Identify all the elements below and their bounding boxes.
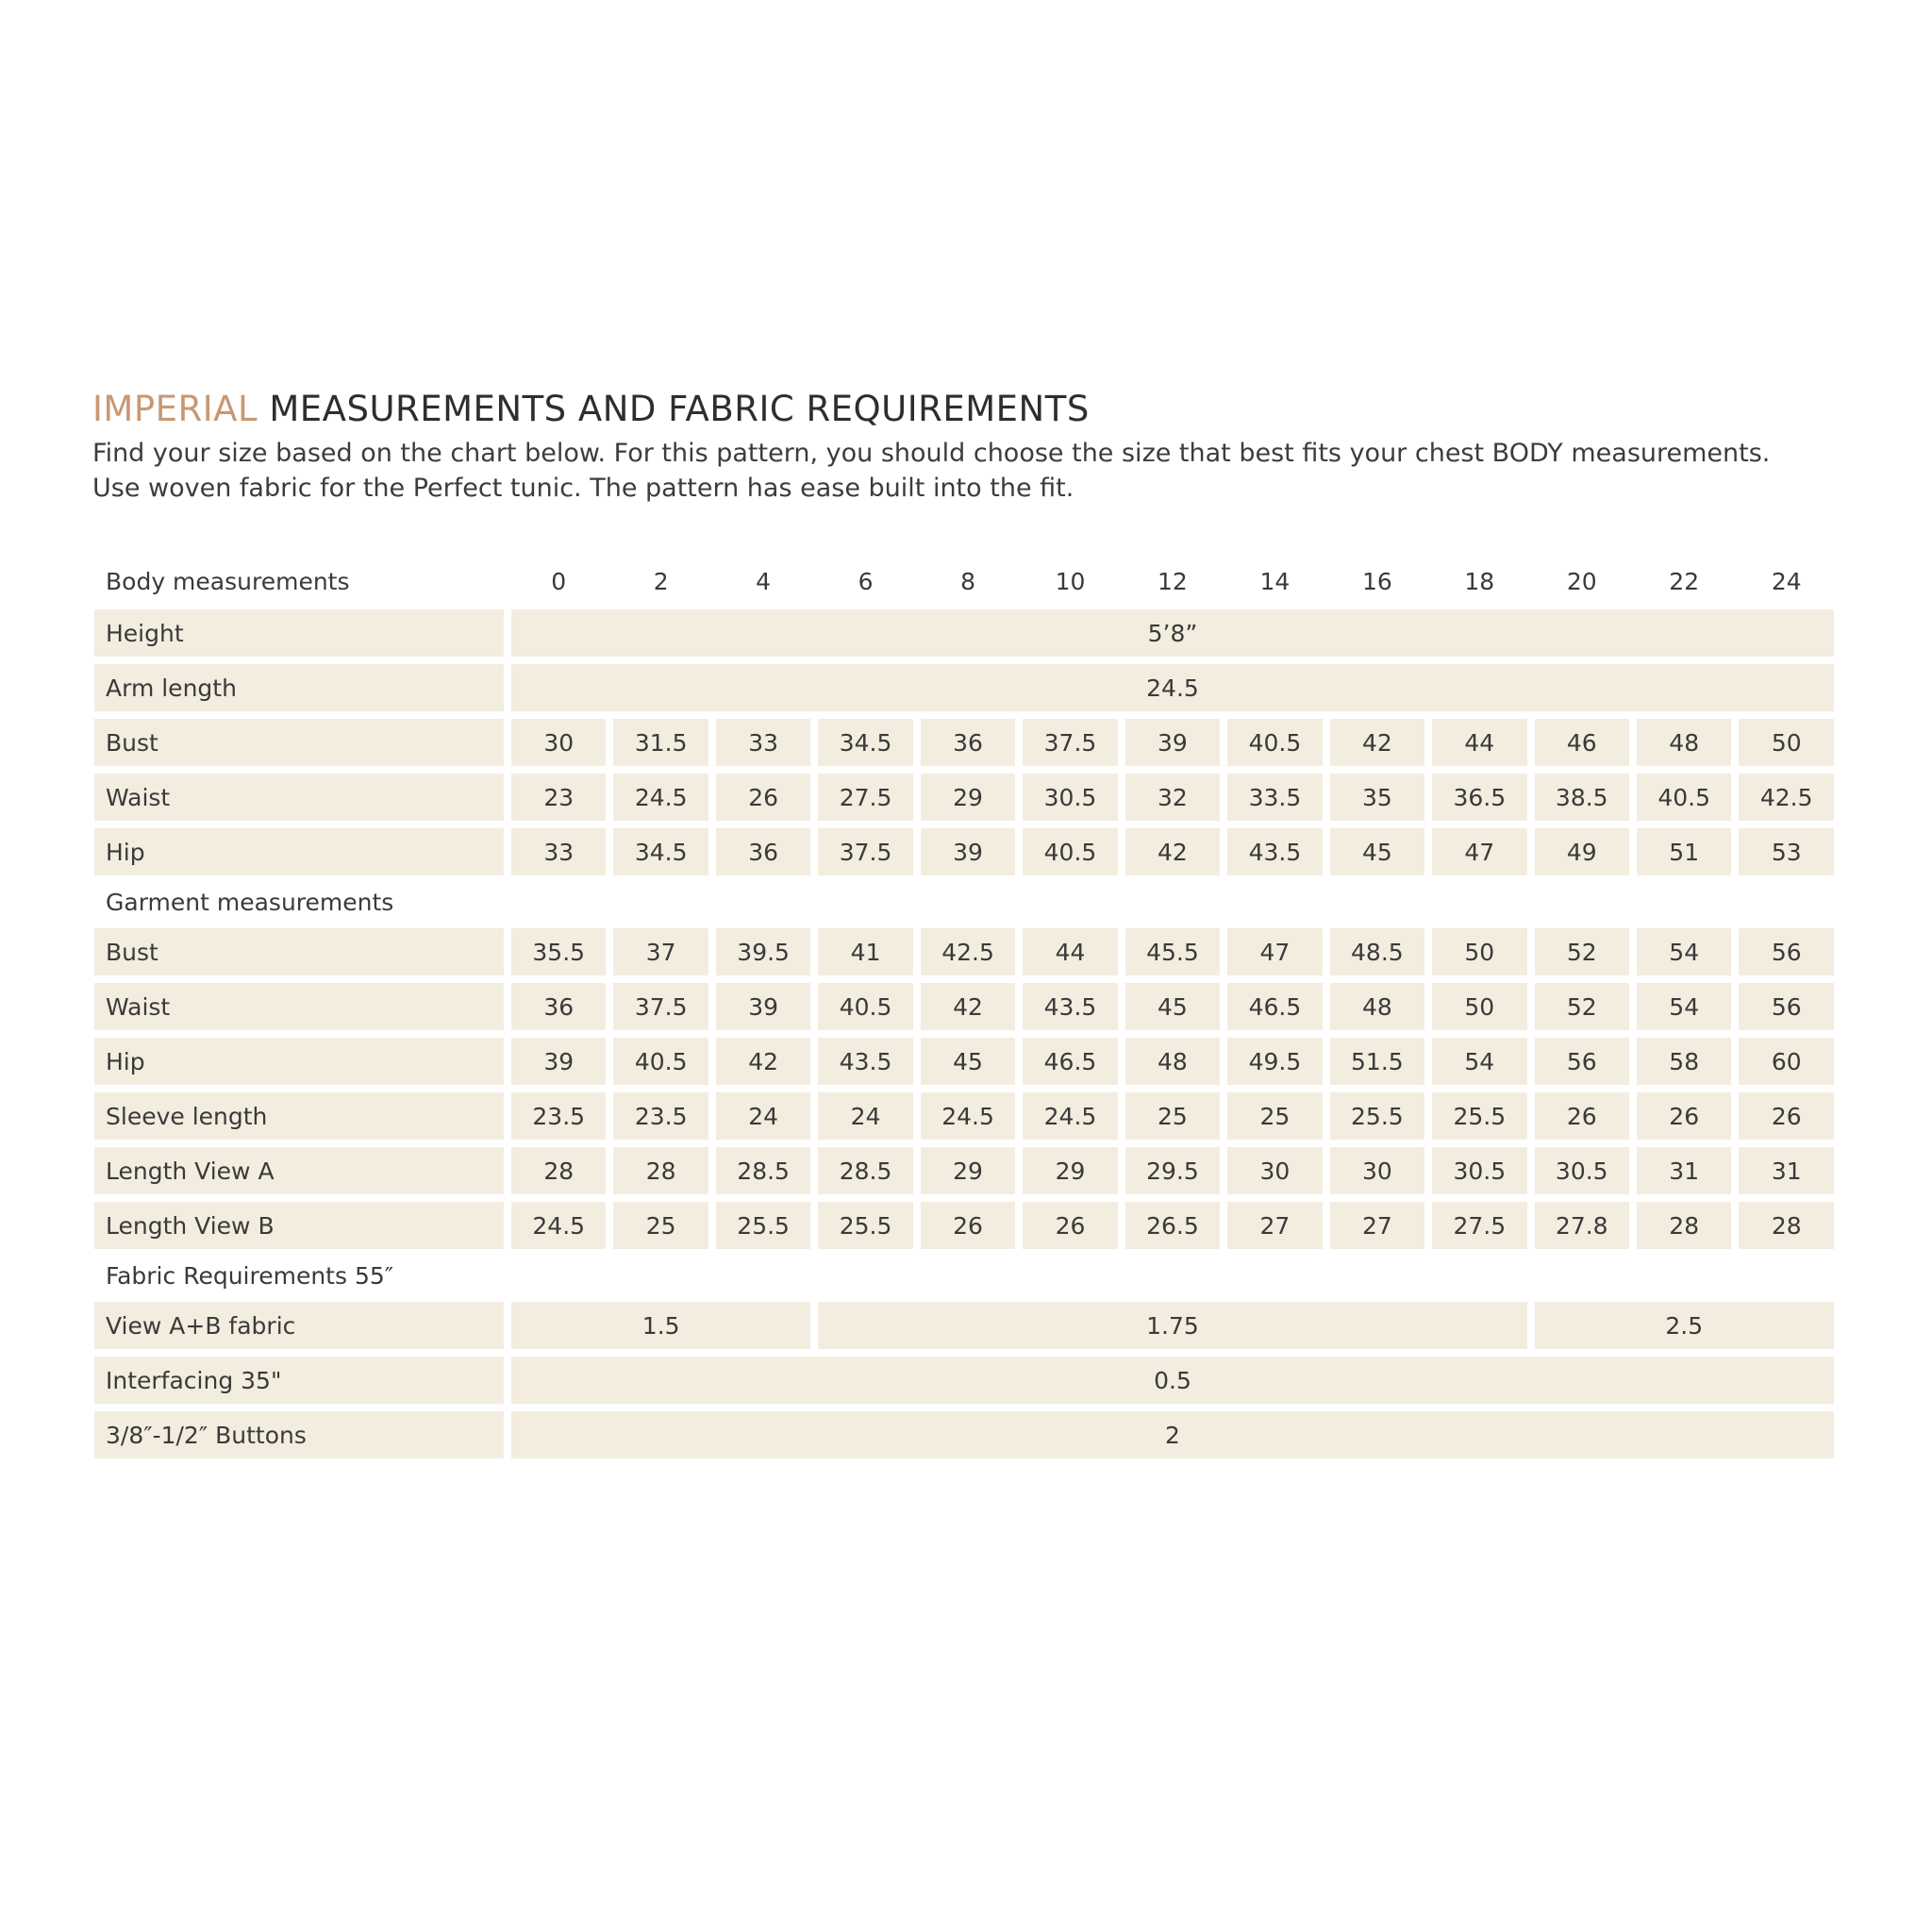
table-cell: 23 bbox=[511, 774, 606, 821]
table-cell: 28.5 bbox=[716, 1147, 810, 1194]
size-header-14: 14 bbox=[1259, 567, 1291, 595]
table-cell: 33 bbox=[716, 719, 810, 766]
table-cell: 26 bbox=[1023, 1202, 1117, 1249]
table-cell: 29 bbox=[921, 1147, 1015, 1194]
table-cell: 30 bbox=[1330, 1147, 1424, 1194]
section-title: Fabric Requirements 55″ bbox=[106, 1261, 394, 1290]
fabric-medium-sizes: 1.75 bbox=[818, 1302, 1526, 1349]
row-label: Waist bbox=[94, 774, 504, 821]
table-cell: 38.5 bbox=[1535, 774, 1629, 821]
row-value: 24.5 bbox=[511, 664, 1834, 711]
row-label: Hip bbox=[94, 828, 504, 875]
fabric-small-sizes: 1.5 bbox=[511, 1302, 810, 1349]
row-label: Length View B bbox=[94, 1202, 504, 1249]
table-cell: 39.5 bbox=[716, 928, 810, 975]
table-cell: 49.5 bbox=[1227, 1038, 1322, 1085]
table-cell: 56 bbox=[1739, 928, 1834, 975]
page-title bbox=[92, 387, 1857, 432]
table-cell: 46.5 bbox=[1023, 1038, 1117, 1085]
table-cell: 34.5 bbox=[818, 719, 912, 766]
garment-row-length-view-a bbox=[94, 1147, 1834, 1194]
fabric-section-row bbox=[94, 1257, 1834, 1294]
table-cell: 40.5 bbox=[1023, 828, 1117, 875]
garment-row-length-view-b bbox=[94, 1202, 1834, 1249]
table-cell: 30 bbox=[1227, 1147, 1322, 1194]
table-cell: 25.5 bbox=[1330, 1092, 1424, 1140]
table-cell: 40.5 bbox=[1637, 774, 1731, 821]
table-cell: 37.5 bbox=[613, 983, 708, 1030]
table-cell: 39 bbox=[511, 1038, 606, 1085]
size-header-12: 12 bbox=[1158, 567, 1188, 595]
chart-heading bbox=[92, 387, 1857, 506]
table-cell: 27.5 bbox=[1432, 1202, 1526, 1249]
table-cell: 24.5 bbox=[511, 1202, 606, 1249]
table-cell: 30 bbox=[511, 719, 606, 766]
garment-row-bust bbox=[94, 928, 1834, 975]
row-label: Length View A bbox=[94, 1147, 504, 1194]
table-cell: 39 bbox=[921, 828, 1015, 875]
table-cell: 32 bbox=[1125, 774, 1220, 821]
table-cell: 41 bbox=[818, 928, 912, 975]
table-cell: 52 bbox=[1535, 928, 1629, 975]
size-header-16: 16 bbox=[1361, 567, 1392, 595]
table-cell: 33 bbox=[511, 828, 606, 875]
table-cell: 27 bbox=[1227, 1202, 1322, 1249]
table-cell: 25 bbox=[1125, 1092, 1220, 1140]
garment-section-row bbox=[94, 883, 1834, 921]
table-cell: 37.5 bbox=[818, 828, 912, 875]
table-cell: 33.5 bbox=[1227, 774, 1322, 821]
table-cell: 36 bbox=[921, 719, 1015, 766]
table-cell: 42 bbox=[1125, 828, 1220, 875]
size-header-4: 4 bbox=[756, 567, 772, 595]
table-cell: 31 bbox=[1637, 1147, 1731, 1194]
row-label: Sleeve length bbox=[94, 1092, 504, 1140]
table-cell: 26 bbox=[1637, 1092, 1731, 1140]
table-cell: 28.5 bbox=[818, 1147, 912, 1194]
table-cell: 56 bbox=[1739, 983, 1834, 1030]
table-cell: 40.5 bbox=[613, 1038, 708, 1085]
table-cell: 53 bbox=[1739, 828, 1834, 875]
size-header-8: 8 bbox=[960, 567, 975, 595]
table-cell: 45 bbox=[921, 1038, 1015, 1085]
table-cell: 49 bbox=[1535, 828, 1629, 875]
table-cell: 40.5 bbox=[1227, 719, 1322, 766]
table-cell: 24 bbox=[716, 1092, 810, 1140]
buttons-row bbox=[94, 1411, 1834, 1458]
table-cell: 50 bbox=[1739, 719, 1834, 766]
size-header-24: 24 bbox=[1771, 567, 1802, 595]
table-cell: 37 bbox=[613, 928, 708, 975]
table-cell: 54 bbox=[1432, 1038, 1526, 1085]
table-cell: 35.5 bbox=[511, 928, 606, 975]
table-cell: 43.5 bbox=[1023, 983, 1117, 1030]
table-cell: 56 bbox=[1535, 1038, 1629, 1085]
instructions-line-1: Find your size based on the chart below. For this pattern, you should choose the size that best fits your chest BODY measurements. bbox=[92, 439, 1771, 468]
table-cell: 42 bbox=[921, 983, 1015, 1030]
table-cell: 47 bbox=[1432, 828, 1526, 875]
size-header-10: 10 bbox=[1055, 567, 1086, 595]
table-cell: 23.5 bbox=[511, 1092, 606, 1140]
table-cell: 30.5 bbox=[1432, 1147, 1526, 1194]
row-label: Bust bbox=[94, 928, 504, 975]
table-cell: 27 bbox=[1330, 1202, 1424, 1249]
fabric-large-sizes: 2.5 bbox=[1535, 1302, 1834, 1349]
title-rest: MEASUREMENTS AND FABRIC REQUIREMENTS bbox=[258, 389, 1090, 429]
row-label: Hip bbox=[94, 1038, 504, 1085]
table-cell: 36 bbox=[511, 983, 606, 1030]
table-cell: 40.5 bbox=[818, 983, 912, 1030]
table-cell: 50 bbox=[1432, 983, 1526, 1030]
table-cell: 25.5 bbox=[716, 1202, 810, 1249]
table-cell: 26.5 bbox=[1125, 1202, 1220, 1249]
table-cell: 45 bbox=[1125, 983, 1220, 1030]
table-cell: 48 bbox=[1637, 719, 1731, 766]
table-cell: 28 bbox=[511, 1147, 606, 1194]
table-cell: 27.5 bbox=[818, 774, 912, 821]
garment-row-hip bbox=[94, 1038, 1834, 1085]
interfacing-row bbox=[94, 1357, 1834, 1404]
table-cell: 51 bbox=[1637, 828, 1731, 875]
row-label: Arm length bbox=[94, 664, 504, 711]
table-cell: 51.5 bbox=[1330, 1038, 1424, 1085]
size-header-6: 6 bbox=[858, 567, 874, 595]
arm-length-row bbox=[94, 664, 1834, 711]
size-header-2: 2 bbox=[653, 567, 669, 595]
table-cell: 48 bbox=[1330, 983, 1424, 1030]
table-cell: 46.5 bbox=[1227, 983, 1322, 1030]
table-cell: 42 bbox=[716, 1038, 810, 1085]
table-cell: 36 bbox=[716, 828, 810, 875]
table-cell: 24.5 bbox=[613, 774, 708, 821]
table-cell: 39 bbox=[716, 983, 810, 1030]
table-cell: 31.5 bbox=[613, 719, 708, 766]
table-cell: 29.5 bbox=[1125, 1147, 1220, 1194]
height-row bbox=[94, 609, 1834, 657]
table-cell: 24.5 bbox=[921, 1092, 1015, 1140]
table-cell: 26 bbox=[716, 774, 810, 821]
table-cell: 44 bbox=[1023, 928, 1117, 975]
table-cell: 28 bbox=[1739, 1202, 1834, 1249]
table-cell: 44 bbox=[1432, 719, 1526, 766]
size-header-20: 20 bbox=[1566, 567, 1597, 595]
row-value: 2 bbox=[511, 1411, 1834, 1458]
size-header-18: 18 bbox=[1464, 567, 1495, 595]
table-cell: 45.5 bbox=[1125, 928, 1220, 975]
table-cell: 30.5 bbox=[1535, 1147, 1629, 1194]
table-cell: 24.5 bbox=[1023, 1092, 1117, 1140]
table-cell: 54 bbox=[1637, 928, 1731, 975]
table-cell: 25 bbox=[1227, 1092, 1322, 1140]
table-cell: 35 bbox=[1330, 774, 1424, 821]
table-cell: 34.5 bbox=[613, 828, 708, 875]
row-value: 5’8” bbox=[511, 609, 1834, 657]
size-chart-table bbox=[87, 553, 1841, 1466]
table-cell: 26 bbox=[1739, 1092, 1834, 1140]
title-accent: IMPERIAL bbox=[92, 389, 258, 429]
table-cell: 43.5 bbox=[1227, 828, 1322, 875]
table-cell: 25.5 bbox=[1432, 1092, 1526, 1140]
row-label: View A+B fabric bbox=[94, 1302, 504, 1349]
table-cell: 29 bbox=[1023, 1147, 1117, 1194]
table-cell: 25.5 bbox=[818, 1202, 912, 1249]
size-header-row bbox=[94, 560, 1834, 602]
table-cell: 24 bbox=[818, 1092, 912, 1140]
fabric-view-row bbox=[94, 1302, 1834, 1349]
table-cell: 31 bbox=[1739, 1147, 1834, 1194]
table-cell: 26 bbox=[1535, 1092, 1629, 1140]
table-cell: 23.5 bbox=[613, 1092, 708, 1140]
table-cell: 29 bbox=[921, 774, 1015, 821]
table-cell: 25 bbox=[613, 1202, 708, 1249]
row-label: Interfacing 35" bbox=[94, 1357, 504, 1404]
section-title: Garment measurements bbox=[106, 888, 394, 916]
table-cell: 37.5 bbox=[1023, 719, 1117, 766]
size-header-0: 0 bbox=[551, 567, 567, 595]
table-cell: 42.5 bbox=[1739, 774, 1834, 821]
garment-row-waist bbox=[94, 983, 1834, 1030]
table-cell: 54 bbox=[1637, 983, 1731, 1030]
body-measurements-header: Body measurements bbox=[106, 567, 350, 595]
table-cell: 42.5 bbox=[921, 928, 1015, 975]
table-cell: 43.5 bbox=[818, 1038, 912, 1085]
garment-row-sleeve-length bbox=[94, 1092, 1834, 1140]
body-row-hip bbox=[94, 828, 1834, 875]
table-cell: 42 bbox=[1330, 719, 1424, 766]
table-cell: 39 bbox=[1125, 719, 1220, 766]
body-row-bust bbox=[94, 719, 1834, 766]
table-cell: 28 bbox=[613, 1147, 708, 1194]
row-label: Waist bbox=[94, 983, 504, 1030]
row-value: 0.5 bbox=[511, 1357, 1834, 1404]
instructions bbox=[92, 436, 1857, 506]
body-row-waist bbox=[94, 774, 1834, 821]
table-cell: 48 bbox=[1125, 1038, 1220, 1085]
table-cell: 27.8 bbox=[1535, 1202, 1629, 1249]
table-cell: 48.5 bbox=[1330, 928, 1424, 975]
table-cell: 30.5 bbox=[1023, 774, 1117, 821]
table-cell: 47 bbox=[1227, 928, 1322, 975]
row-label: 3/8″-1/2″ Buttons bbox=[94, 1411, 504, 1458]
row-label: Height bbox=[94, 609, 504, 657]
table-cell: 60 bbox=[1739, 1038, 1834, 1085]
row-label: Bust bbox=[94, 719, 504, 766]
table-cell: 58 bbox=[1637, 1038, 1731, 1085]
table-cell: 50 bbox=[1432, 928, 1526, 975]
table-cell: 36.5 bbox=[1432, 774, 1526, 821]
table-cell: 45 bbox=[1330, 828, 1424, 875]
table-cell: 26 bbox=[921, 1202, 1015, 1249]
table-cell: 52 bbox=[1535, 983, 1629, 1030]
instructions-line-2: Use woven fabric for the Perfect tunic. The pattern has ease built into the fit. bbox=[92, 474, 1074, 503]
table-cell: 28 bbox=[1637, 1202, 1731, 1249]
size-header-22: 22 bbox=[1669, 567, 1700, 595]
table-cell: 46 bbox=[1535, 719, 1629, 766]
